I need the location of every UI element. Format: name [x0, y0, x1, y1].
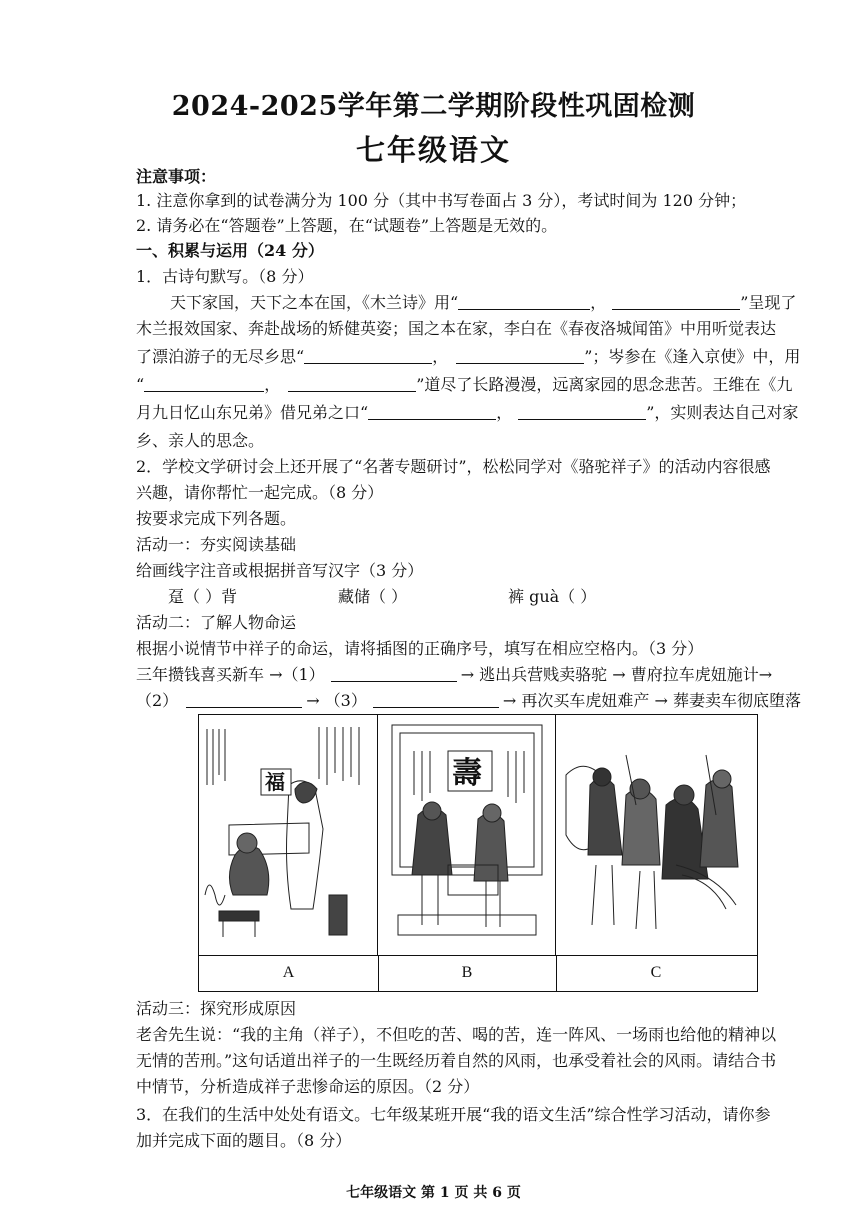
note-item-1: 1. 注意你拿到的试卷满分为 100 分（其中书写卷面占 3 分），考试时间为 120 分钟；	[136, 191, 747, 210]
q2-line-3: 按要求完成下列各题。	[136, 509, 297, 528]
q1-line-4	[136, 374, 792, 396]
illustration-table	[198, 714, 758, 992]
plot-flow-line-2	[136, 690, 801, 712]
exam-subtitle: 七年级语文	[355, 133, 511, 167]
activity-2-heading: 活动二：了解人物命运	[136, 613, 297, 632]
illustration-c	[556, 715, 756, 955]
q3-line-2: 加并完成下面的题目。（8 分）	[136, 1131, 352, 1150]
q3-line-1: 3．在我们的生活中处处有语文。七年级某班开展“我的语文生活”综合性学习活动，请你参	[136, 1105, 771, 1124]
q2-line-2: 兴趣，请你帮忙一起完成。（8 分）	[136, 483, 384, 502]
illustration-b-drawing	[378, 715, 556, 955]
q1-line-5-text-b: ，	[496, 403, 513, 422]
activity-2-question: 根据小说情节中祥子的命运，请将插图的正确序号，填写在相应空格内。（3 分）	[136, 639, 704, 658]
caption-row	[199, 955, 757, 991]
activity-3-heading: 活动三：探究形成原因	[136, 999, 297, 1018]
q1-line-5	[136, 402, 798, 424]
q1-heading: 1．古诗句默写。（8 分）	[136, 267, 314, 286]
q1-line-1-text-c: ”呈现了	[740, 293, 797, 312]
activity-3-line-2: 无情的苦刑。”这句话道出祥子的一生既经历着自然的风雨，也承受着社会的风雨。请结合书	[136, 1051, 777, 1070]
caption-b: B	[461, 964, 473, 981]
illustration-a-drawing	[199, 715, 378, 955]
caption-a: A	[282, 964, 295, 981]
plot-flow-1-text-b: → 逃出兵营贱卖骆驼 → 曹府拉车虎妞施计→	[460, 665, 773, 684]
q1-line-2: 木兰报效国家、奔赴战场的矫健英姿；国之本在家，李白在《春夜洛城闻笛》中用听觉表达	[136, 319, 777, 338]
plot-flow-2-text-c: → 再次买车虎妞难产 → 葬妻卖车彻底堕落	[502, 691, 801, 710]
notes-heading: 注意事项：	[136, 167, 217, 186]
q1-line-4-text-c: ”道尽了长路漫漫，远离家园的思念悲苦。王维在《九	[416, 375, 793, 394]
activity-1-question: 给画线字注音或根据拼音写汉字（3 分）	[136, 561, 424, 580]
pinyin-item-1: 趸（ ）背	[168, 587, 238, 606]
q1-line-1-text-b: ，	[590, 293, 607, 312]
q1-line-4-text-b: ，	[264, 375, 281, 394]
q1-line-3-text-b: ，	[432, 347, 449, 366]
answer-blank[interactable]	[144, 375, 264, 392]
answer-blank[interactable]	[368, 403, 496, 420]
plot-flow-line-1	[136, 664, 772, 686]
answer-blank[interactable]	[518, 403, 646, 420]
answer-blank[interactable]	[458, 293, 590, 310]
note-item-2: 2. 请务必在“答题卷”上答题，在“试题卷”上答题是无效的。	[136, 216, 558, 235]
illustration-a	[199, 715, 378, 955]
answer-blank[interactable]	[331, 665, 457, 682]
plot-flow-2-text-a: （2）	[136, 691, 179, 710]
activity-3-line-1: 老舍先生说：“我的主角（祥子），不但吃的苦、喝的苦，连一阵风、一场雨也给他的精神以	[136, 1025, 777, 1044]
q1-line-1	[170, 292, 796, 314]
section-1-heading: 一、积累与运用（24 分）	[136, 241, 324, 260]
shou-character: 壽	[452, 756, 482, 791]
caption-c: C	[650, 964, 662, 981]
pinyin-item-2: 藏储（ ）	[338, 587, 408, 606]
plot-flow-2-text-b: → （3）	[306, 691, 367, 710]
answer-blank[interactable]	[612, 293, 740, 310]
q1-line-3-text-a: 了漂泊游子的无尽乡思“	[136, 347, 305, 366]
answer-blank[interactable]	[304, 347, 432, 364]
q1-line-4-text-a: “	[136, 375, 145, 394]
q1-line-5-text-a: 月九日忆山东兄弟》借兄弟之口“	[136, 403, 369, 422]
illustration-b	[378, 715, 556, 955]
activity-1-heading: 活动一：夯实阅读基础	[136, 535, 297, 554]
page-footer: 七年级语文 第 1 页 共 6 页	[346, 1185, 521, 1201]
answer-blank[interactable]	[373, 691, 499, 708]
q2-line-1: 2．学校文学研讨会上还开展了“名著专题研讨”，松松同学对《骆驼祥子》的活动内容很感	[136, 457, 771, 476]
q1-line-6: 乡、亲人的思念。	[136, 431, 265, 450]
answer-blank[interactable]	[288, 375, 416, 392]
q1-line-1-text-a: 天下家国，天下之本在国，《木兰诗》用“	[170, 293, 459, 312]
plot-flow-1-text-a: 三年攒钱喜买新车 →（1）	[136, 665, 325, 684]
activity-3-line-3: 中情节，分析造成祥子悲惨命运的原因。（2 分）	[136, 1077, 480, 1096]
answer-blank[interactable]	[186, 691, 302, 708]
fu-character: 福	[265, 770, 285, 794]
q1-line-5-text-c: ”，实则表达自己对家	[646, 403, 799, 422]
exam-title: 2024-2025学年第二学期阶段性巩固检测	[171, 91, 696, 122]
illustration-c-drawing	[556, 715, 756, 955]
q1-line-3-text-c: ”；岑参在《逢入京使》中，用	[584, 347, 801, 366]
answer-blank[interactable]	[456, 347, 584, 364]
pinyin-item-3: 裤 guà（ ）	[508, 587, 597, 606]
q1-line-3	[136, 346, 800, 368]
